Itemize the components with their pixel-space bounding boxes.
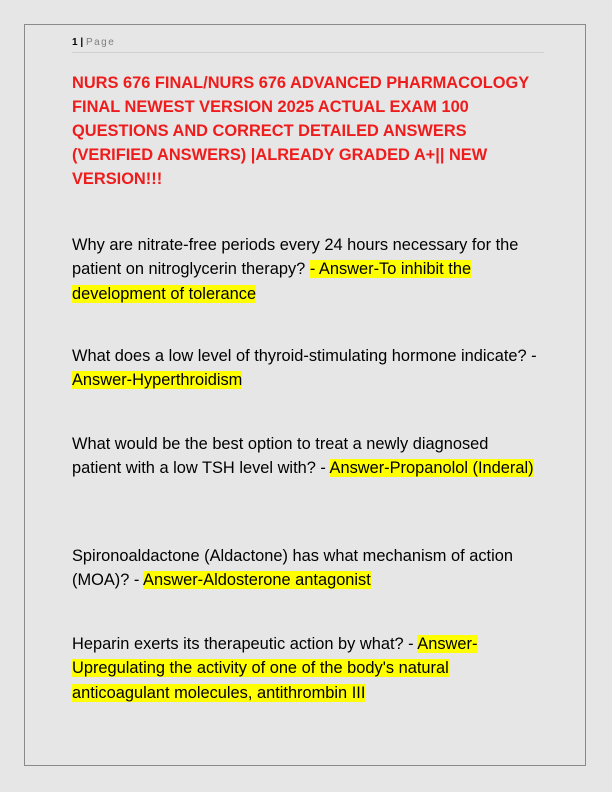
question-text: Heparin exerts its therapeutic action by what? - [72, 635, 418, 653]
header-separator: | [80, 37, 84, 48]
question-text: What does a low level of thyroid-stimulating hormone indicate? - [72, 347, 537, 365]
answer-text: Answer-Upregulating the activity of one of the body's natural anticoagulant molecules, antithrombin III [72, 635, 478, 702]
answer-text: Answer-Aldosterone antagonist [143, 571, 371, 590]
document-title: NURS 676 FINAL/NURS 676 ADVANCED PHARMACOLOGY FINAL NEWEST VERSION 2025 ACTUAL EXAM 100 QUESTIONS AND CORRECT DETAILED ANSWERS (VERIFIED ANSWERS) |ALREADY GRADED A+|| NEW VERSION!!! [72, 74, 529, 188]
qa-item-3 [72, 432, 542, 481]
page-number: 1 [72, 37, 78, 48]
question-text: Spironoaldactone (Aldactone) has what mechanism of action (MOA)? - [72, 547, 513, 590]
qa-item-4 [72, 544, 542, 593]
question-text: Why are nitrate-free periods every 24 hours necessary for the patient on nitroglycerin therapy? [72, 236, 519, 279]
qa-item-2 [72, 344, 542, 393]
qa-item-1 [72, 233, 542, 306]
question-text: What would be the best option to treat a newly diagnosed patient with a low TSH level with? - [72, 435, 489, 478]
qa-item-5 [72, 632, 542, 705]
answer-text: Answer-Hyperthroidism [72, 371, 243, 390]
page-label: Page [85, 37, 116, 48]
answer-text: Answer-Propanolol (Inderal) [329, 459, 534, 478]
answer-text: - Answer-To inhibit the development of tolerance [72, 260, 472, 303]
page-header [72, 36, 544, 53]
